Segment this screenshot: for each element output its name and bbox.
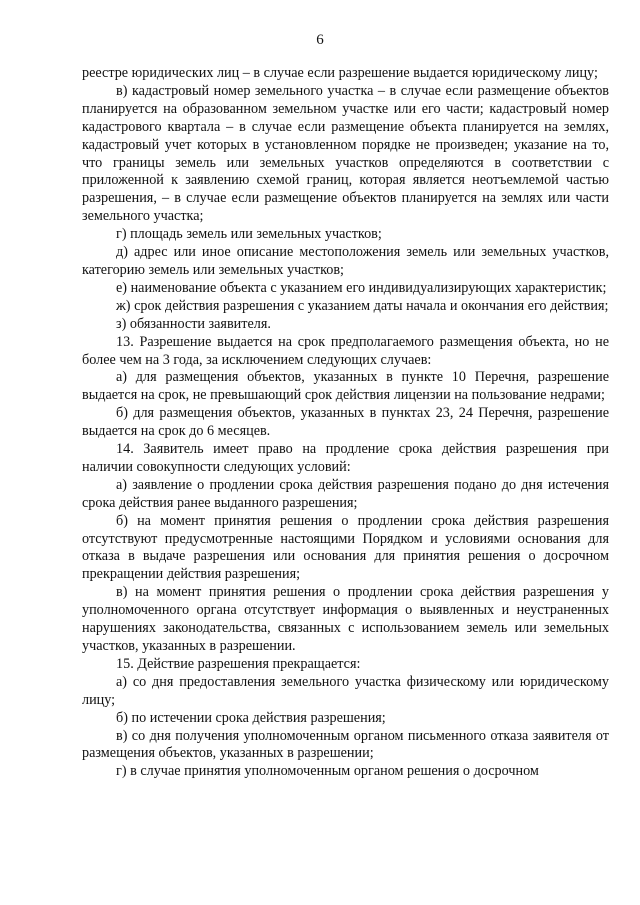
paragraph-14-b: б) на момент принятия решения о продлении срока действия разрешения отсутствуют предусмотренные настоящими Порядком и условиями основания для отказа в выдаче разрешения или основания для принятия решения о досрочном прекращении действия разрешения; bbox=[82, 512, 609, 583]
paragraph-item-e-object-name: е) наименование объекта с указанием его индивидуализирующих характеристик; bbox=[116, 279, 607, 296]
paragraph-section-13: 13. Разрешение выдается на срок предполагаемого размещения объекта, но не более чем на 3 года, за исключением следующих случаев: bbox=[82, 333, 609, 368]
paragraph-15-v: в) со дня получения уполномоченным органом письменного отказа заявителя от размещения объектов, указанных в разрешении; bbox=[82, 727, 609, 762]
paragraph-15-b: б) по истечении срока действия разрешения; bbox=[116, 709, 386, 726]
paragraph-15-a: а) со дня предоставления земельного участка физическому или юридическому лицу; bbox=[82, 673, 609, 708]
paragraph-item-d-address: д) адрес или иное описание местоположения земель или земельных участков, категорию земель или земельных участков; bbox=[82, 244, 609, 278]
paragraph-continuation: реестре юридических лиц – в случае если разрешение выдается юридическому лицу; bbox=[82, 65, 598, 81]
paragraph-13-a: а) для размещения объектов, указанных в пункте 10 Перечня, разрешение выдается на срок, не превышающий срок действия лицензии на пользование недрами; bbox=[82, 369, 609, 404]
paragraph-item-z-obligations: з) обязанности заявителя. bbox=[116, 315, 271, 332]
paragraph-section-14: 14. Заявитель имеет право на продление срока действия разрешения при наличии совокупности следующих условий: bbox=[82, 441, 609, 475]
page-number: 6 bbox=[316, 32, 324, 48]
paragraph-15-g: г) в случае принятия уполномоченным органом решения о досрочном bbox=[116, 763, 539, 780]
paragraph-14-v: в) на момент принятия решения о продлении срока действия разрешения у уполномоченного органа отсутствует информация о выявленных и неустраненных нарушениях законодательства, связанных с использованием земель или земельных участков, указанных в разрешении. bbox=[82, 584, 609, 654]
paragraph-item-zh-term: ж) срок действия разрешения с указанием даты начала и окончания его действия; bbox=[116, 297, 609, 314]
paragraph-item-v-cadastral: в) кадастровый номер земельного участка – в случае если размещение объектов планируется на образованном земельном участке или его части; кадастровый номер кадастрового квартала – в случае если размещение объекта планируется на землях, кадастровый учет которых в установленном порядке не произведен; указание на то, что границы земель или земельных участков определяются в соответствии с приложенной к заявлению схемой границ, которая является неотъемлемой частью разрешения, – в случае если размещение объектов планируется на землях или части земельного участка; bbox=[82, 82, 609, 225]
paragraph-14-a: а) заявление о продлении срока действия разрешения подано до дня истечения срока действия ранее выданного разрешения; bbox=[82, 476, 609, 511]
paragraph-section-15: 15. Действие разрешения прекращается: bbox=[116, 655, 361, 672]
paragraph-13-b: б) для размещения объектов, указанных в пунктах 23, 24 Перечня, разрешение выдается на срок до 6 месяцев. bbox=[82, 405, 609, 440]
document-body bbox=[82, 65, 609, 781]
paragraph-item-g-area: г) площадь земель или земельных участков; bbox=[116, 226, 382, 243]
